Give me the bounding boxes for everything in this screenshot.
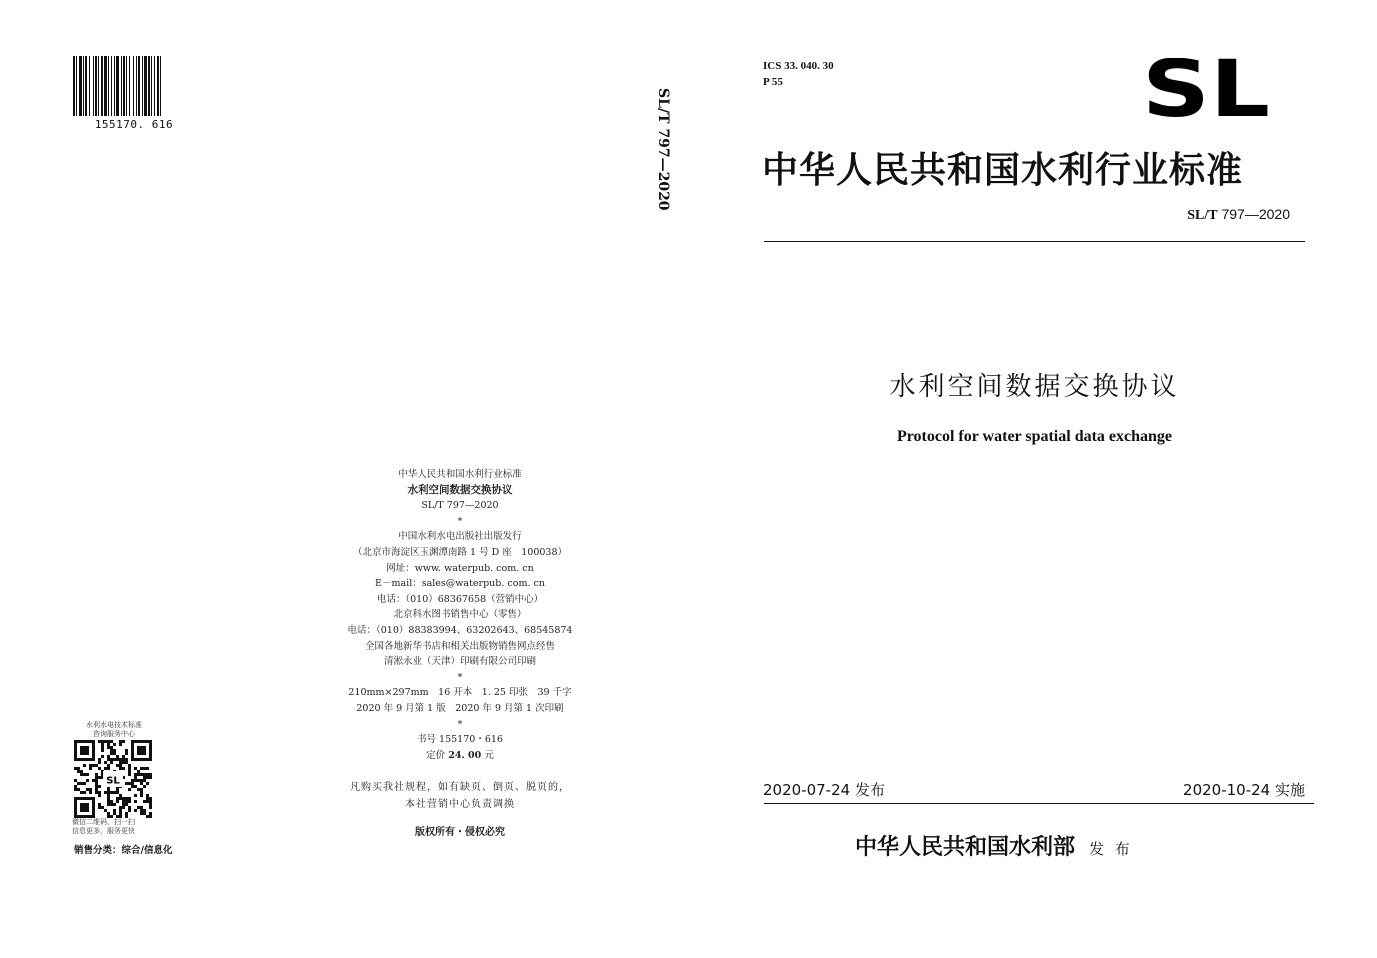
issuing-authority [855,830,1133,861]
colophon-address: （北京市海淀区玉渊潭南路 1 号 D 座 100038） [352,546,567,558]
colophon-separator: * [457,671,463,683]
qr-caption-line: 水利水电技术标准 [86,721,142,729]
title-chinese: 水利空间数据交换协议 [889,372,1180,402]
qr-subtitle [72,818,156,836]
barcode [72,56,196,116]
bottom-rule [764,803,1314,804]
colophon-separator: * [457,718,463,730]
price-value: 24. 00 [448,749,482,761]
colophon-email: E－mail：sales@waterpub. com. cn [375,578,545,590]
colophon-book-number: 书号 155170・616 [417,734,503,746]
ics-code: ICS 33. 040. 30 [763,60,834,72]
colophon-code: SL/T 797—2020 [421,500,499,512]
colophon-website: 网址：www. waterpub. com. cn [386,562,534,574]
colophon-phone-marketing: 电话：（010）68367658（营销中心） [376,593,544,605]
title-english: Protocol for water spatial data exchange [896,428,1173,445]
colophon-separator: * [457,515,463,527]
issue-date: 2020-07-24 发布 [763,781,885,799]
qr-code [74,740,152,818]
price-unit: 元 [484,749,494,761]
colophon-phone-retail: 电话：（010）88383994、63202643、68545874 [347,624,573,636]
colophon-sellers: 全国各地新华书店和相关出版物销售网点经售 [364,640,555,652]
notice-line: 凡购买我社规程，如有缺页、倒页、脱页的， [350,782,570,794]
qr-center-logo: SL [106,775,120,787]
standard-code-prefix: SL/T [1187,208,1218,223]
p-code: P 55 [763,76,783,88]
qr-caption [72,721,156,739]
sl-logo [1140,58,1272,120]
spine [655,88,673,211]
qr-caption-line: 咨询服务中心 [93,730,135,738]
standard-code-number: 797—2020 [1221,206,1290,222]
colophon-notice [330,779,590,813]
classification-codes [763,58,834,90]
barcode-number: 155170. 616 [94,118,174,131]
colophon [330,467,590,841]
colophon-edition: 2020 年 9 月第 1 版 2020 年 9 月第 1 次印刷 [356,702,564,714]
top-rule [764,241,1305,242]
sales-category: 销售分类：综合/信息化 [74,845,173,856]
colophon-copyright: 版权所有・侵权必究 [415,827,505,839]
sl-logo-text: SL [1142,58,1270,120]
colophon-title: 水利空间数据交换协议 [407,483,513,496]
colophon-publisher: 中国水利水电出版社出版发行 [398,531,522,543]
qr-sub-line: 微信二维码，扫一扫 [72,818,135,826]
qr-sub-line: 信息更多，服务更快 [72,827,135,835]
colophon-printer: 清淞永业（天津）印刷有限公司印刷 [383,656,536,668]
notice-line: 本社营销中心负责调换 [405,799,515,811]
authority-tag: 发 布 [1089,840,1133,858]
implementation-date: 2020-10-24 实施 [1183,781,1305,799]
colophon-price [330,748,590,764]
colophon-series: 中华人民共和国水利行业标准 [398,469,522,480]
standard-category: 中华人民共和国水利行业标准 [762,149,1244,191]
colophon-retail: 北京科水图书销售中心（零售） [393,609,527,621]
price-label: 定价 [426,749,446,761]
authority-name: 中华人民共和国水利部 [855,834,1076,860]
colophon-format: 210mm×297mm 16 开本 1. 25 印张 39 千字 [348,687,572,699]
spine-code: SL/T 797—2020 [655,88,671,211]
standard-code [1172,206,1290,224]
